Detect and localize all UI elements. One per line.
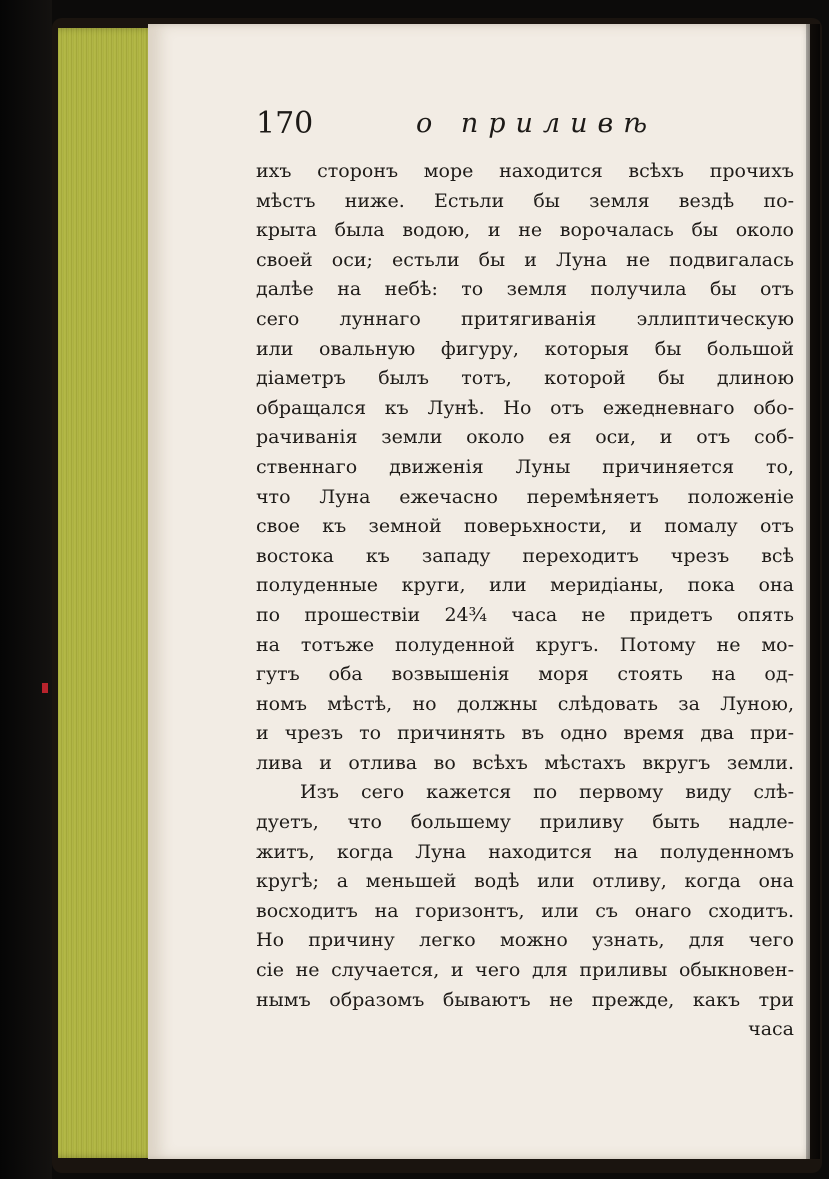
text-line: по прошествіи 24¾ часа не придетъ опять [256, 603, 794, 626]
text-line: свое къ земной поверьхности, и помалу отъ [256, 515, 794, 538]
text-line: обращался къ Лунѣ. Но отъ ежедневнаго обо- [256, 396, 794, 419]
page-header [148, 106, 810, 146]
text-line: ственнаго движенія Луны причиняется то, [256, 455, 794, 478]
text-line: кругѣ; а меньшей водѣ или отливу, когда она [256, 870, 794, 893]
text-line: мѣстъ ниже. Естьли бы земля вездѣ по- [256, 189, 794, 212]
text-line: восходитъ на горизонтъ, или съ онаго сходитъ. [256, 899, 794, 922]
text-line: гутъ оба возвышенія моря стоять на од- [256, 663, 794, 686]
text-line: сего луннаго притягиванія эллиптическую [256, 307, 794, 330]
text-line: лива и отлива во всѣхъ мѣстахъ вкругъ земли. [256, 751, 794, 774]
page-gutter-shadow [806, 24, 820, 1159]
text-line: сіе не случается, и чего для приливы обыкновен- [256, 959, 794, 982]
text-line: или овальную фигуру, которыя бы большой [256, 337, 794, 360]
text-line: на тотъже полуденной кругъ. Потому не мо- [256, 633, 794, 656]
scan-left-margin [0, 0, 52, 1179]
catchword: часа [748, 1018, 794, 1041]
text-line: номъ мѣстѣ, но должны слѣдовать за Луною, [256, 692, 794, 715]
text-line: ихъ сторонъ море находится всѣхъ прочихъ [256, 160, 794, 182]
text-line: рачиванія земли около ея оси, и отъ соб- [256, 426, 794, 449]
text-line: житъ, когда Луна находится на полуденномъ [256, 840, 794, 863]
running-head: о приливѣ [416, 108, 658, 139]
text-line: крыта была водою, и не ворочалась бы около [256, 219, 794, 242]
text-line: востока къ западу переходитъ чрезъ всѣ [256, 544, 794, 567]
text-line: и чрезъ то причинять въ одно время два при- [256, 722, 794, 745]
text-line: Но причину легко можно узнать, для чего [256, 929, 794, 952]
text-line: полуденные круги, или меридіаны, пока она [256, 574, 794, 597]
text-line: нымъ образомъ бываютъ не прежде, какъ три [256, 988, 794, 1011]
page-number: 170 [256, 106, 314, 141]
book-page [148, 24, 810, 1159]
text-line: далѣе на небѣ: то земля получила бы отъ [256, 278, 794, 301]
body-text [256, 157, 794, 1045]
text-line: что Луна ежечасно перемѣняетъ положеніе [256, 485, 794, 508]
text-line: своей оси; естьли бы и Луна не подвигалась [256, 248, 794, 271]
text-line: Изъ сего кажется по первому виду слѣ- [300, 781, 794, 804]
scan-color-mark [42, 683, 48, 693]
page-edges [58, 28, 158, 1158]
text-line: дуетъ, что большему приливу быть надле- [256, 811, 794, 834]
text-line: діаметръ былъ тотъ, которой бы длиною [256, 367, 794, 390]
